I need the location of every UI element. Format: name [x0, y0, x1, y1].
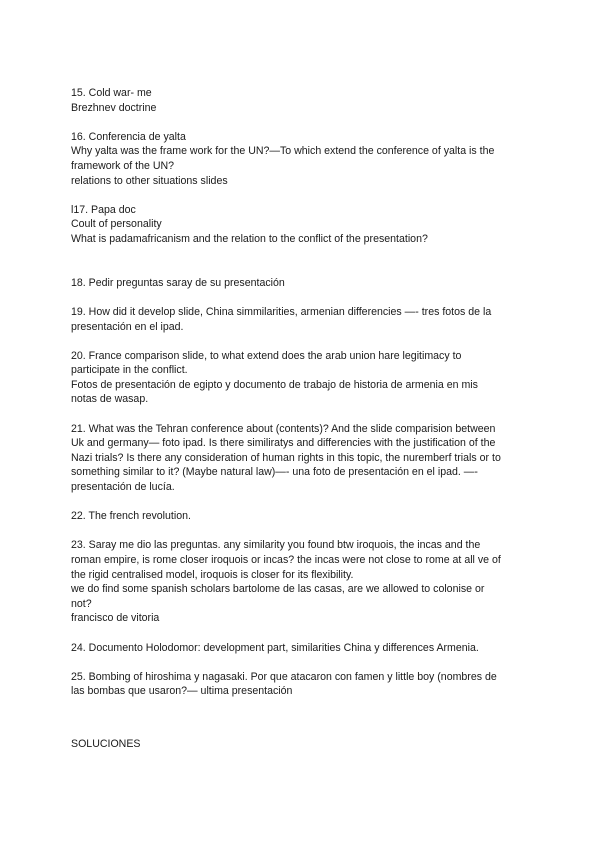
item-25 [71, 670, 531, 699]
text-line: l17. Papa doc [71, 203, 136, 216]
document-body [71, 86, 531, 752]
text-line: not? [71, 597, 92, 610]
text-line: roman empire, is rome closer iroquois or incas? the incas were not close to rome at all ve of [71, 554, 501, 566]
item-19 [71, 305, 531, 334]
item-22 [71, 509, 531, 524]
text-line: framework of the UN? [71, 159, 175, 172]
text-line: Uk and germany— foto ipad. Is there similiratys and differencies with the justification of the [71, 437, 496, 450]
text-line: presentación en el ipad. [71, 320, 184, 333]
text-line: participate in the conflict. [71, 364, 188, 377]
text-line: 20. France comparison slide, to what extend does the arab union hare legitimacy to [71, 349, 462, 362]
text-line: What is padamafricanism and the relation to the conflict of the presentation? [71, 232, 428, 245]
item-20 [71, 349, 531, 407]
text-line: something similar to it? (Maybe natural law)—- una foto de presentación en el ipad. —- [71, 466, 478, 479]
text-line: francisco de vitoria [71, 612, 160, 625]
text-line: presentación de lucía. [71, 481, 175, 494]
item-21 [71, 422, 531, 495]
text-line: 18. Pedir preguntas saray de su presentación [71, 276, 285, 289]
soluciones-heading: SOLUCIONES [71, 737, 141, 750]
item-18 [71, 276, 531, 291]
text-line: Coult of personality [71, 218, 162, 231]
item-15 [71, 86, 531, 115]
text-line: Fotos de presentación de egipto y documento de trabajo de historia de armenia en mis [71, 378, 478, 391]
item-16 [71, 130, 531, 188]
text-line: Nazi trials? Is there any consideration of human rights in this topic, the nuremberf trials or to [71, 451, 501, 464]
text-line: the rigid centralised model, iroquois is closer for its flexibility. [71, 568, 354, 581]
text-line: we do find some spanish scholars bartolome de las casas, are we allowed to colonise or [71, 583, 485, 596]
text-line: 24. Documento Holodomor: development part, similarities China y differences Armenia. [71, 641, 479, 654]
text-line: relations to other situations slides [71, 174, 228, 187]
text-line: notas de wasap. [71, 393, 149, 406]
text-line: 22. The french revolution. [71, 510, 191, 523]
text-line: 19. How did it develop slide, China simmilarities, armenian differencies —- tres fotos de la [71, 305, 492, 318]
text-line: 25. Bombing of hiroshima y nagasaki. Por que atacaron con famen y little boy (nombres de [71, 670, 497, 683]
item-24 [71, 641, 531, 656]
text-line: Why yalta was the frame work for the UN?—To which extend the conference of yalta is the [71, 145, 495, 158]
text-line: 23. Saray me dio las preguntas. any similarity you found btw iroquois, the incas and the [71, 539, 481, 552]
text-line: 16. Conferencia de yalta [71, 130, 186, 143]
text-line: las bombas que usaron?— ultima presentación [71, 685, 293, 698]
text-line: 21. What was the Tehran conference about (contents)? And the slide comparision between [71, 422, 496, 435]
item-23 [71, 538, 531, 626]
text-line: 15. Cold war- me [71, 87, 152, 99]
text-line: Brezhnev doctrine [71, 101, 157, 114]
section-heading [71, 737, 531, 752]
item-17 [71, 203, 531, 247]
